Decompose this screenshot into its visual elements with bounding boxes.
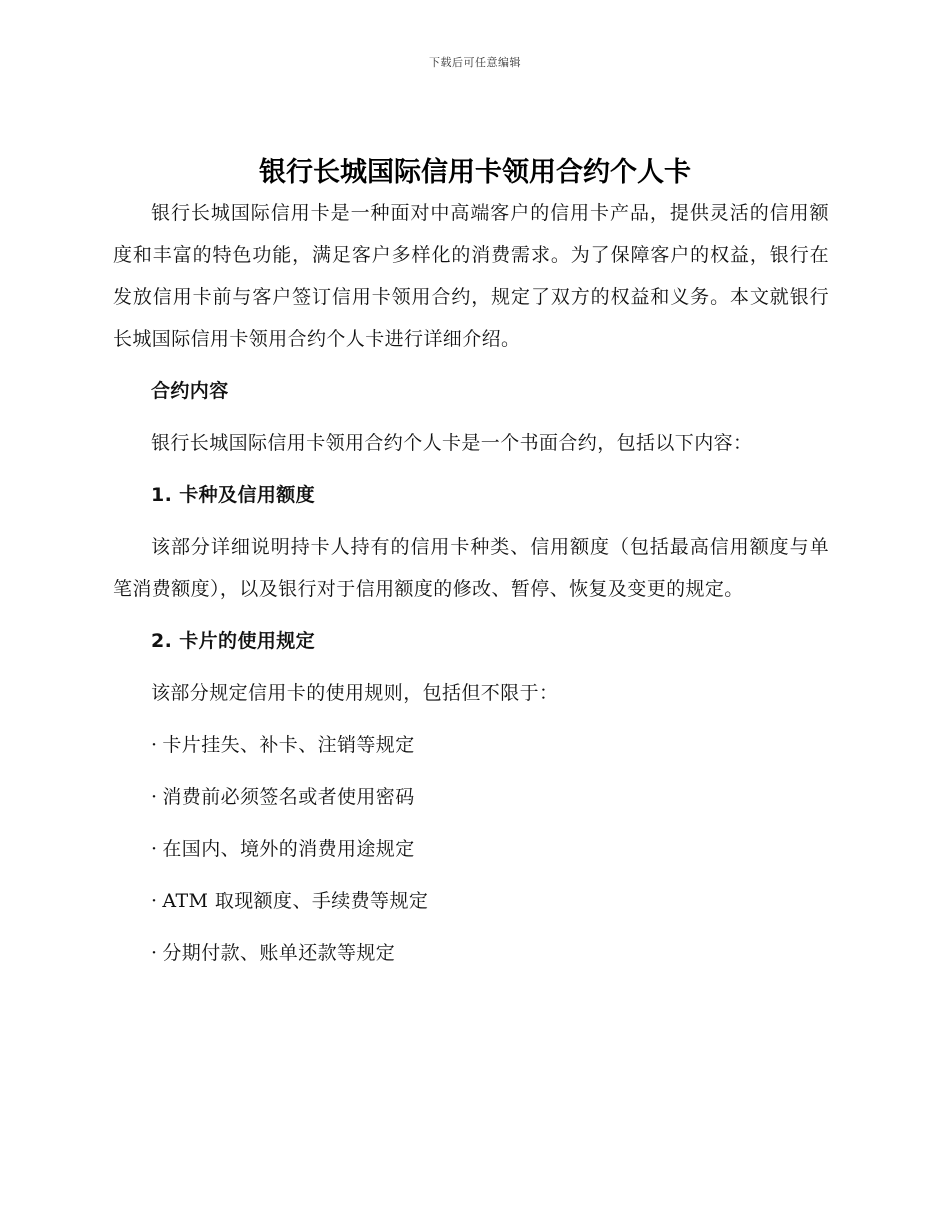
document-title: 银行长城国际信用卡领用合约个人卡 <box>259 157 691 188</box>
bullet-icon: · <box>151 890 158 912</box>
sub1-paragraph: 该部分详细说明持卡人持有的信用卡种类、信用额度（包括最高信用额度与单笔消费额度），以及银行对于信用额度的修改、暂停、恢复及变更的规定。 <box>113 536 829 600</box>
list-item <box>113 776 829 818</box>
section-heading: 合约内容 <box>151 380 229 402</box>
list-item-text: ATM 取现额度、手续费等规定 <box>162 890 429 912</box>
list-item-text: 分期付款、账单还款等规定 <box>162 942 396 964</box>
bullet-icon: · <box>151 786 158 808</box>
sub2-paragraph: 该部分规定信用卡的使用规则，包括但不限于： <box>151 682 559 704</box>
list-item-text: 在国内、境外的消费用途规定 <box>162 838 415 860</box>
sub1-heading: 1. 卡种及信用额度 <box>151 484 316 506</box>
document-body <box>113 192 829 974</box>
header-note: 下载后可任意编辑 <box>429 56 521 69</box>
bullet-icon: · <box>151 838 158 860</box>
list-item-text: 消费前必须签名或者使用密码 <box>162 786 415 808</box>
intro-paragraph: 银行长城国际信用卡是一种面对中高端客户的信用卡产品，提供灵活的信用额度和丰富的特色功能，满足客户多样化的消费需求。为了保障客户的权益，银行在发放信用卡前与客户签订信用卡领用合约，规定了双方的权益和义务。本文就银行长城国际信用卡领用合约个人卡进行详细介绍。 <box>113 202 829 350</box>
list-item <box>113 932 829 974</box>
bullet-icon: · <box>151 942 158 964</box>
list-item <box>113 828 829 870</box>
section-intro-paragraph: 银行长城国际信用卡领用合约个人卡是一个书面合约，包括以下内容： <box>151 432 753 454</box>
list-item-text: 卡片挂失、补卡、注销等规定 <box>162 734 415 756</box>
bullet-icon: · <box>151 734 158 756</box>
sub2-heading: 2. 卡片的使用规定 <box>151 630 316 652</box>
list-item <box>113 880 829 922</box>
list-item <box>113 724 829 766</box>
